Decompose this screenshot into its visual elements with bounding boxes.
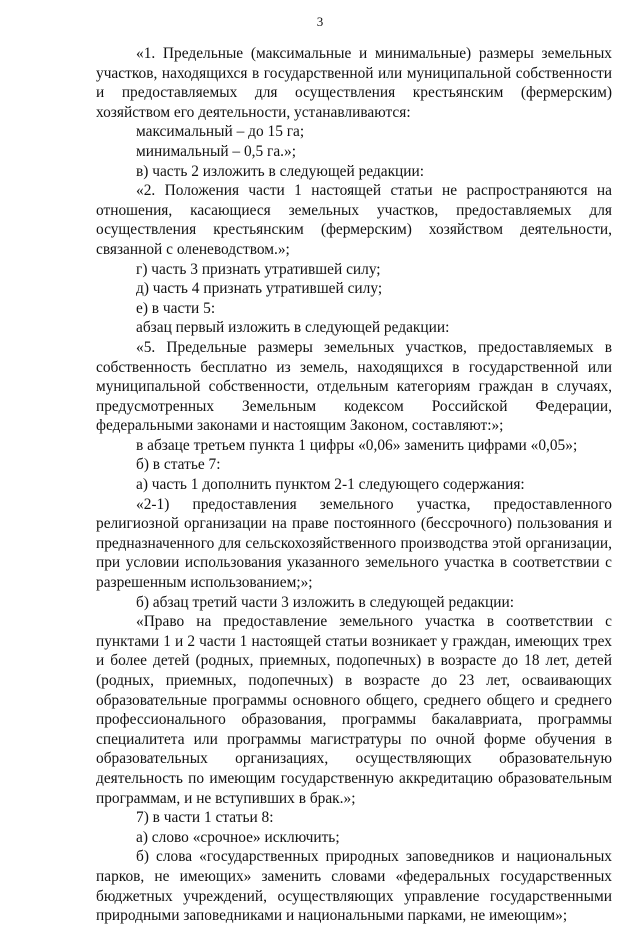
paragraph-17: 7) в части 1 статьи 8:	[136, 809, 274, 827]
paragraph-7: д) часть 4 признать утратившей силу;	[136, 280, 383, 298]
paragraph-16: «Право на предоставление земельного участка в соответствии с пунктами 1 и 2 части 1 настоящей статьи возникает у граждан, имеющих трех и более детей (родных, приемных, подопечных) в возрасте до 18 лет, детей (родных, приемных, подопечных) в возрасте до 23 лет, осваивающих образовательные программы основного общего, среднего общего и среднего профессионального образования, программы бакалавриата, программы специалитета или программы магистратуры по очной форме обучения в образовательных организациях, осуществляющих образовательную деятельность по имеющим государственную аккредитацию образовательным программам, и не вступивших в брак.»;	[96, 613, 612, 807]
document-body	[96, 44, 612, 926]
paragraph-12: б) в статье 7:	[136, 456, 221, 474]
paragraph-14: «2-1) предоставления земельного участка, предоставленного религиозной организации на праве постоянного (бессрочного) пользования и предназначенного для сельскохозяйственного производства этой организации, при условии использования указанного земельного участка в соответствии с разрешенным использованием;»;	[96, 495, 612, 592]
paragraph-3: минимальный – 0,5 га.»;	[136, 142, 297, 160]
paragraph-19: б) слова «государственных природных заповедников и национальных парков, не имеющих» заменить словами «федеральных государственных бюджетных учреждений, осуществляющих управление государственными природными заповедниками и национальными парками, не имеющим»;	[96, 848, 612, 925]
paragraph-11: в абзаце третьем пункта 1 цифры «0,06» заменить цифрами «0,05»;	[136, 436, 578, 454]
paragraph-2: максимальный – до 15 га;	[136, 123, 305, 141]
paragraph-15: б) абзац третий части 3 изложить в следующей редакции:	[136, 593, 514, 611]
paragraph-4: в) часть 2 изложить в следующей редакции:	[136, 162, 425, 180]
paragraph-8: е) в части 5:	[136, 299, 216, 317]
paragraph-13: а) часть 1 дополнить пунктом 2-1 следующего содержания:	[136, 476, 525, 494]
paragraph-10: «5. Предельные размеры земельных участков, предоставляемых в собственность бесплатно из земель, находящихся в государственной или муниципальной собственности, отдельным категориям граждан в случаях, предусмотренных Земельным кодексом Российской Федерации, федеральными законами и настоящим Законом, составляют:»;	[96, 338, 612, 435]
paragraph-18: а) слово «срочное» исключить;	[136, 828, 340, 846]
paragraph-9: абзац первый изложить в следующей редакции:	[136, 319, 450, 337]
page-number: 3	[316, 14, 324, 29]
paragraph-1: «1. Предельные (максимальные и минимальные) размеры земельных участков, находящихся в государственной или муниципальной собственности и предоставляемых для осуществления крестьянским (фермерским) хозяйством его деятельности, устанавливаются:	[96, 45, 612, 121]
paragraph-5: «2. Положения части 1 настоящей статьи не распространяются на отношения, касающиеся земельных участков, предоставляемых для осуществления крестьянским (фермерским) хозяйством деятельности, связанной с оленеводством.»;	[96, 182, 612, 258]
paragraph-6: г) часть 3 признать утратившей силу;	[136, 260, 381, 278]
